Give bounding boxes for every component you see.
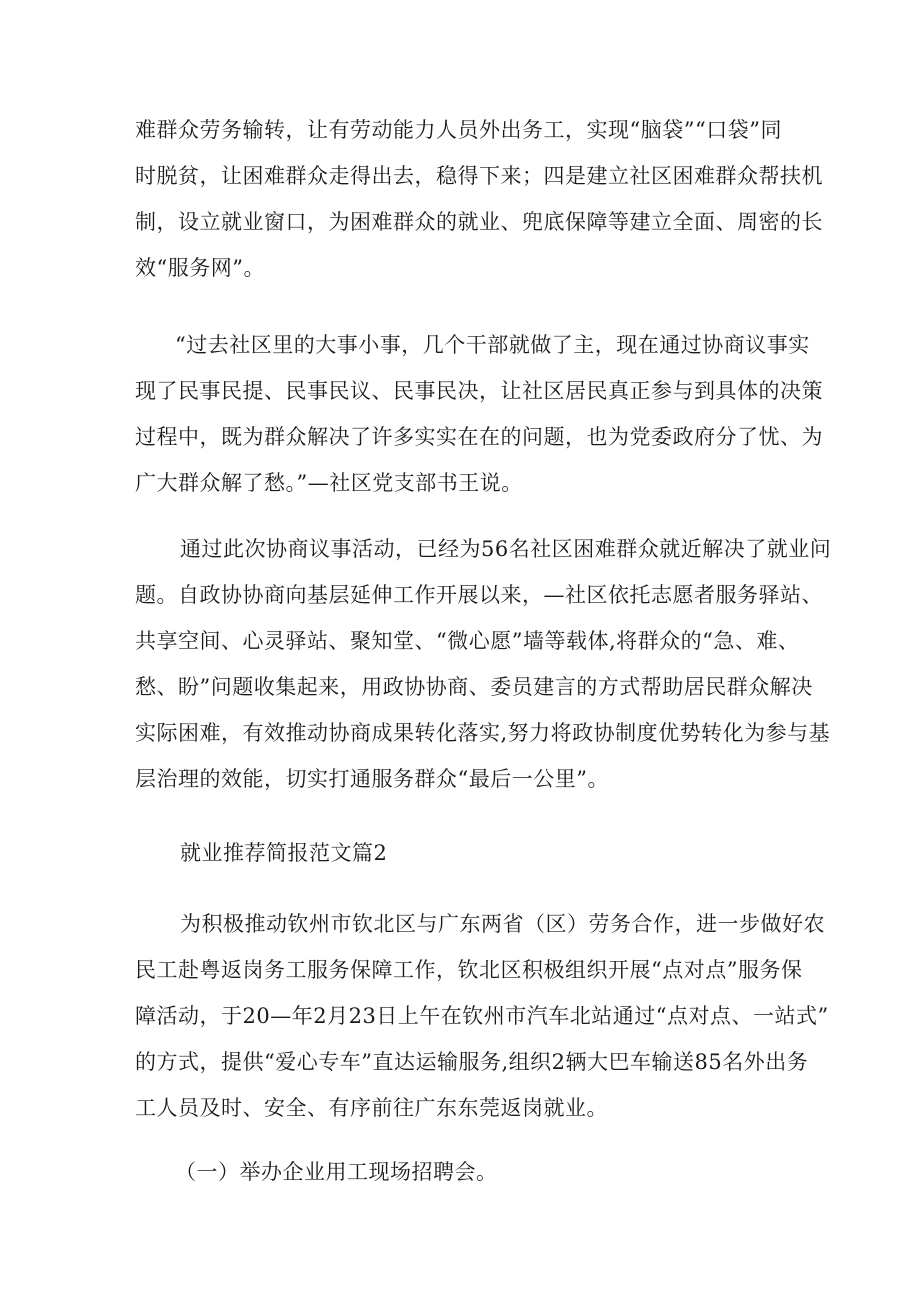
paragraph-1-line-3: 制，设立就业窗口，为困难群众的就业、兜底保障等建立全面、周密的长 — [135, 210, 823, 234]
paragraph-5-line-4: 的方式，提供“爱心专车”直达运输服务,组织2辆大巴车输送85名外出务 — [135, 1050, 809, 1074]
paragraph-2-line-4: 广大群众解了愁。”—社区党支部书王说。 — [135, 471, 523, 495]
paragraph-3-line-5: 实际困难，有效推动协商成果转化落实,努力将政协制度优势转化为参与基 — [135, 721, 831, 745]
paragraph-5-line-3: 障活动，于20—年2月23日上午在钦州市汽车北站通过“点对点、一站式” — [135, 1004, 829, 1028]
paragraph-5-line-5: 工人员及时、安全、有序前往广东东莞返岗就业。 — [135, 1096, 608, 1120]
section-heading: 就业推荐简报范文篇2 — [180, 841, 388, 865]
paragraph-1-line-2: 时脱贫，让困难群众走得出去，稳得下来；四是建立社区困难群众帮扶机 — [135, 164, 823, 188]
paragraph-3-line-3: 共享空间、心灵驿站、聚知堂、“微心愿”墙等载体,将群众的“急、难、 — [135, 629, 800, 653]
paragraph-5-line-1: 为积极推动钦州市钦北区与广东两省（区）劳务合作，进一步做好农 — [180, 912, 825, 936]
paragraph-1-line-4: 效“服务网”。 — [135, 256, 265, 280]
sub-heading: （一）举办企业用工现场招聘会。 — [175, 1160, 498, 1184]
paragraph-2-line-3: 过程中，既为群众解决了许多实实在在的问题，也为党委政府分了忧、为 — [135, 425, 823, 449]
paragraph-3-line-1: 通过此次协商议事活动，已经为56名社区困难群众就近解决了就业问 — [180, 537, 832, 561]
paragraph-3-line-4: 愁、盼”问题收集起来，用政协协商、委员建言的方式帮助居民群众解决 — [135, 675, 813, 699]
paragraph-2-line-1: “过去社区里的大事小事，几个干部就做了主，现在通过协商议事实 — [175, 333, 810, 357]
paragraph-2-line-2: 现了民事民提、民事民议、民事民决，让社区居民真正参与到具体的决策 — [135, 379, 823, 403]
paragraph-3-line-6: 层治理的效能，切实打通服务群众“最后一公里”。 — [135, 767, 609, 791]
paragraph-1-line-1: 难群众劳务输转，让有劳动能力人员外出务工，实现“脑袋”“口袋”同 — [135, 118, 782, 142]
paragraph-3-line-2: 题。自政协协商向基层延伸工作开展以来，—社区依托志愿者服务驿站、 — [135, 583, 823, 607]
paragraph-5-line-2: 民工赴粤返岗务工服务保障工作，钦北区积极组织开展“点对点”服务保 — [135, 958, 803, 982]
